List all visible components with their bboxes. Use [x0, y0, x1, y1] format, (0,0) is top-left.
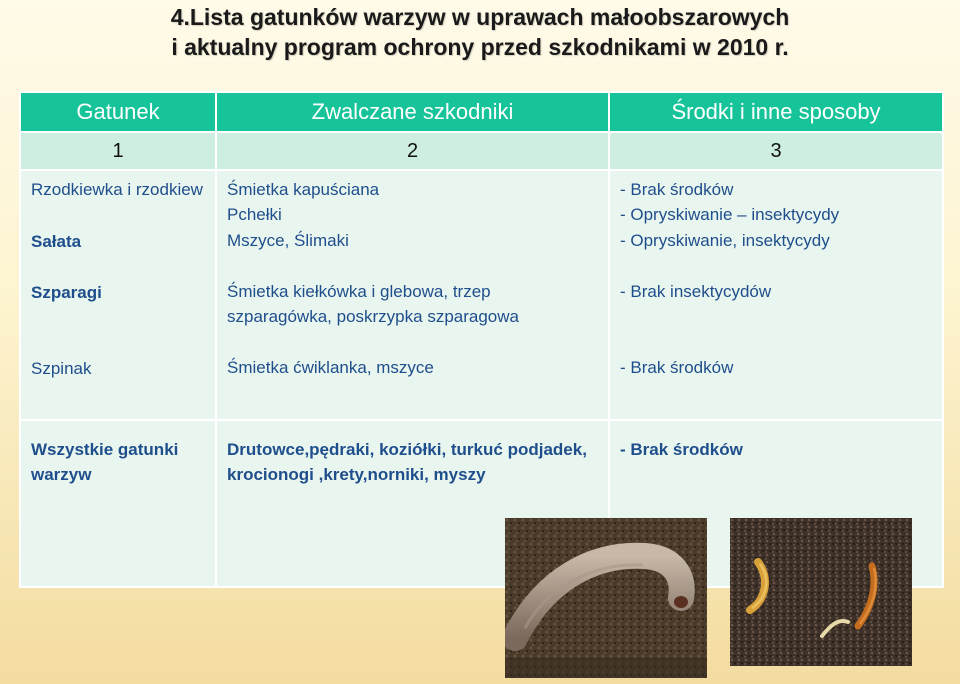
header-pests: Zwalczane szkodniki — [216, 92, 609, 132]
species-szparagi: Szparagi — [31, 283, 102, 302]
means-rzodkiewka-2: - Opryskiwanie – insektycydy — [620, 205, 840, 224]
pest-salata: Mszyce, Ślimaki — [227, 231, 349, 250]
species-rzodkiewka: Rzodkiewka i rzodkiew — [31, 180, 203, 199]
col-number-2: 2 — [216, 132, 609, 170]
pest-smietka-kapusciana: Śmietka kapuściana — [227, 180, 380, 199]
means-szparagi: - Brak insektycydów — [620, 282, 772, 301]
means-szpinak: - Brak środków — [620, 358, 734, 377]
col-number-3: 3 — [609, 132, 943, 170]
header-species: Gatunek — [20, 92, 216, 132]
slide-title — [0, 2, 960, 62]
grub-worm-photo — [505, 518, 707, 678]
last-row-species: Wszystkie gatunki warzyw — [20, 420, 216, 587]
pest-table — [19, 91, 944, 588]
pest-pchelki: Pchełki — [227, 205, 282, 224]
means-rzodkiewka-1: - Brak środków — [620, 180, 734, 199]
title-line-2: i aktualny program ochrony przed szkodnikami w 2010 r. — [171, 34, 789, 60]
pest-szpinak: Śmietka ćwiklanka, mszyce — [227, 358, 434, 377]
last-row-means: - Brak środków — [609, 420, 943, 587]
species-cell — [20, 170, 216, 420]
pest-szparagi: Śmietka kiełkówka i glebowa, trzep szparagówka, poskrzypka szparagowa — [227, 282, 519, 326]
title-line-1: 4.Lista gatunków warzyw w uprawach małoobszarowych — [170, 4, 790, 30]
header-means: Środki i inne sposoby — [609, 92, 943, 132]
number-row — [20, 132, 943, 170]
species-salata: Sałata — [31, 232, 82, 251]
means-cell — [609, 170, 943, 420]
species-szpinak: Szpinak — [31, 359, 92, 378]
pests-cell — [216, 170, 609, 420]
last-row-pests: Drutowce,pędraki, koziółki, turkuć podjadek, krocionogi ,krety,norniki, myszy — [216, 420, 609, 587]
means-salata: - Opryskiwanie, insektycydy — [620, 231, 830, 250]
col-number-1: 1 — [20, 132, 216, 170]
wireworm-larvae-photo — [730, 518, 912, 666]
table-row — [20, 170, 943, 420]
